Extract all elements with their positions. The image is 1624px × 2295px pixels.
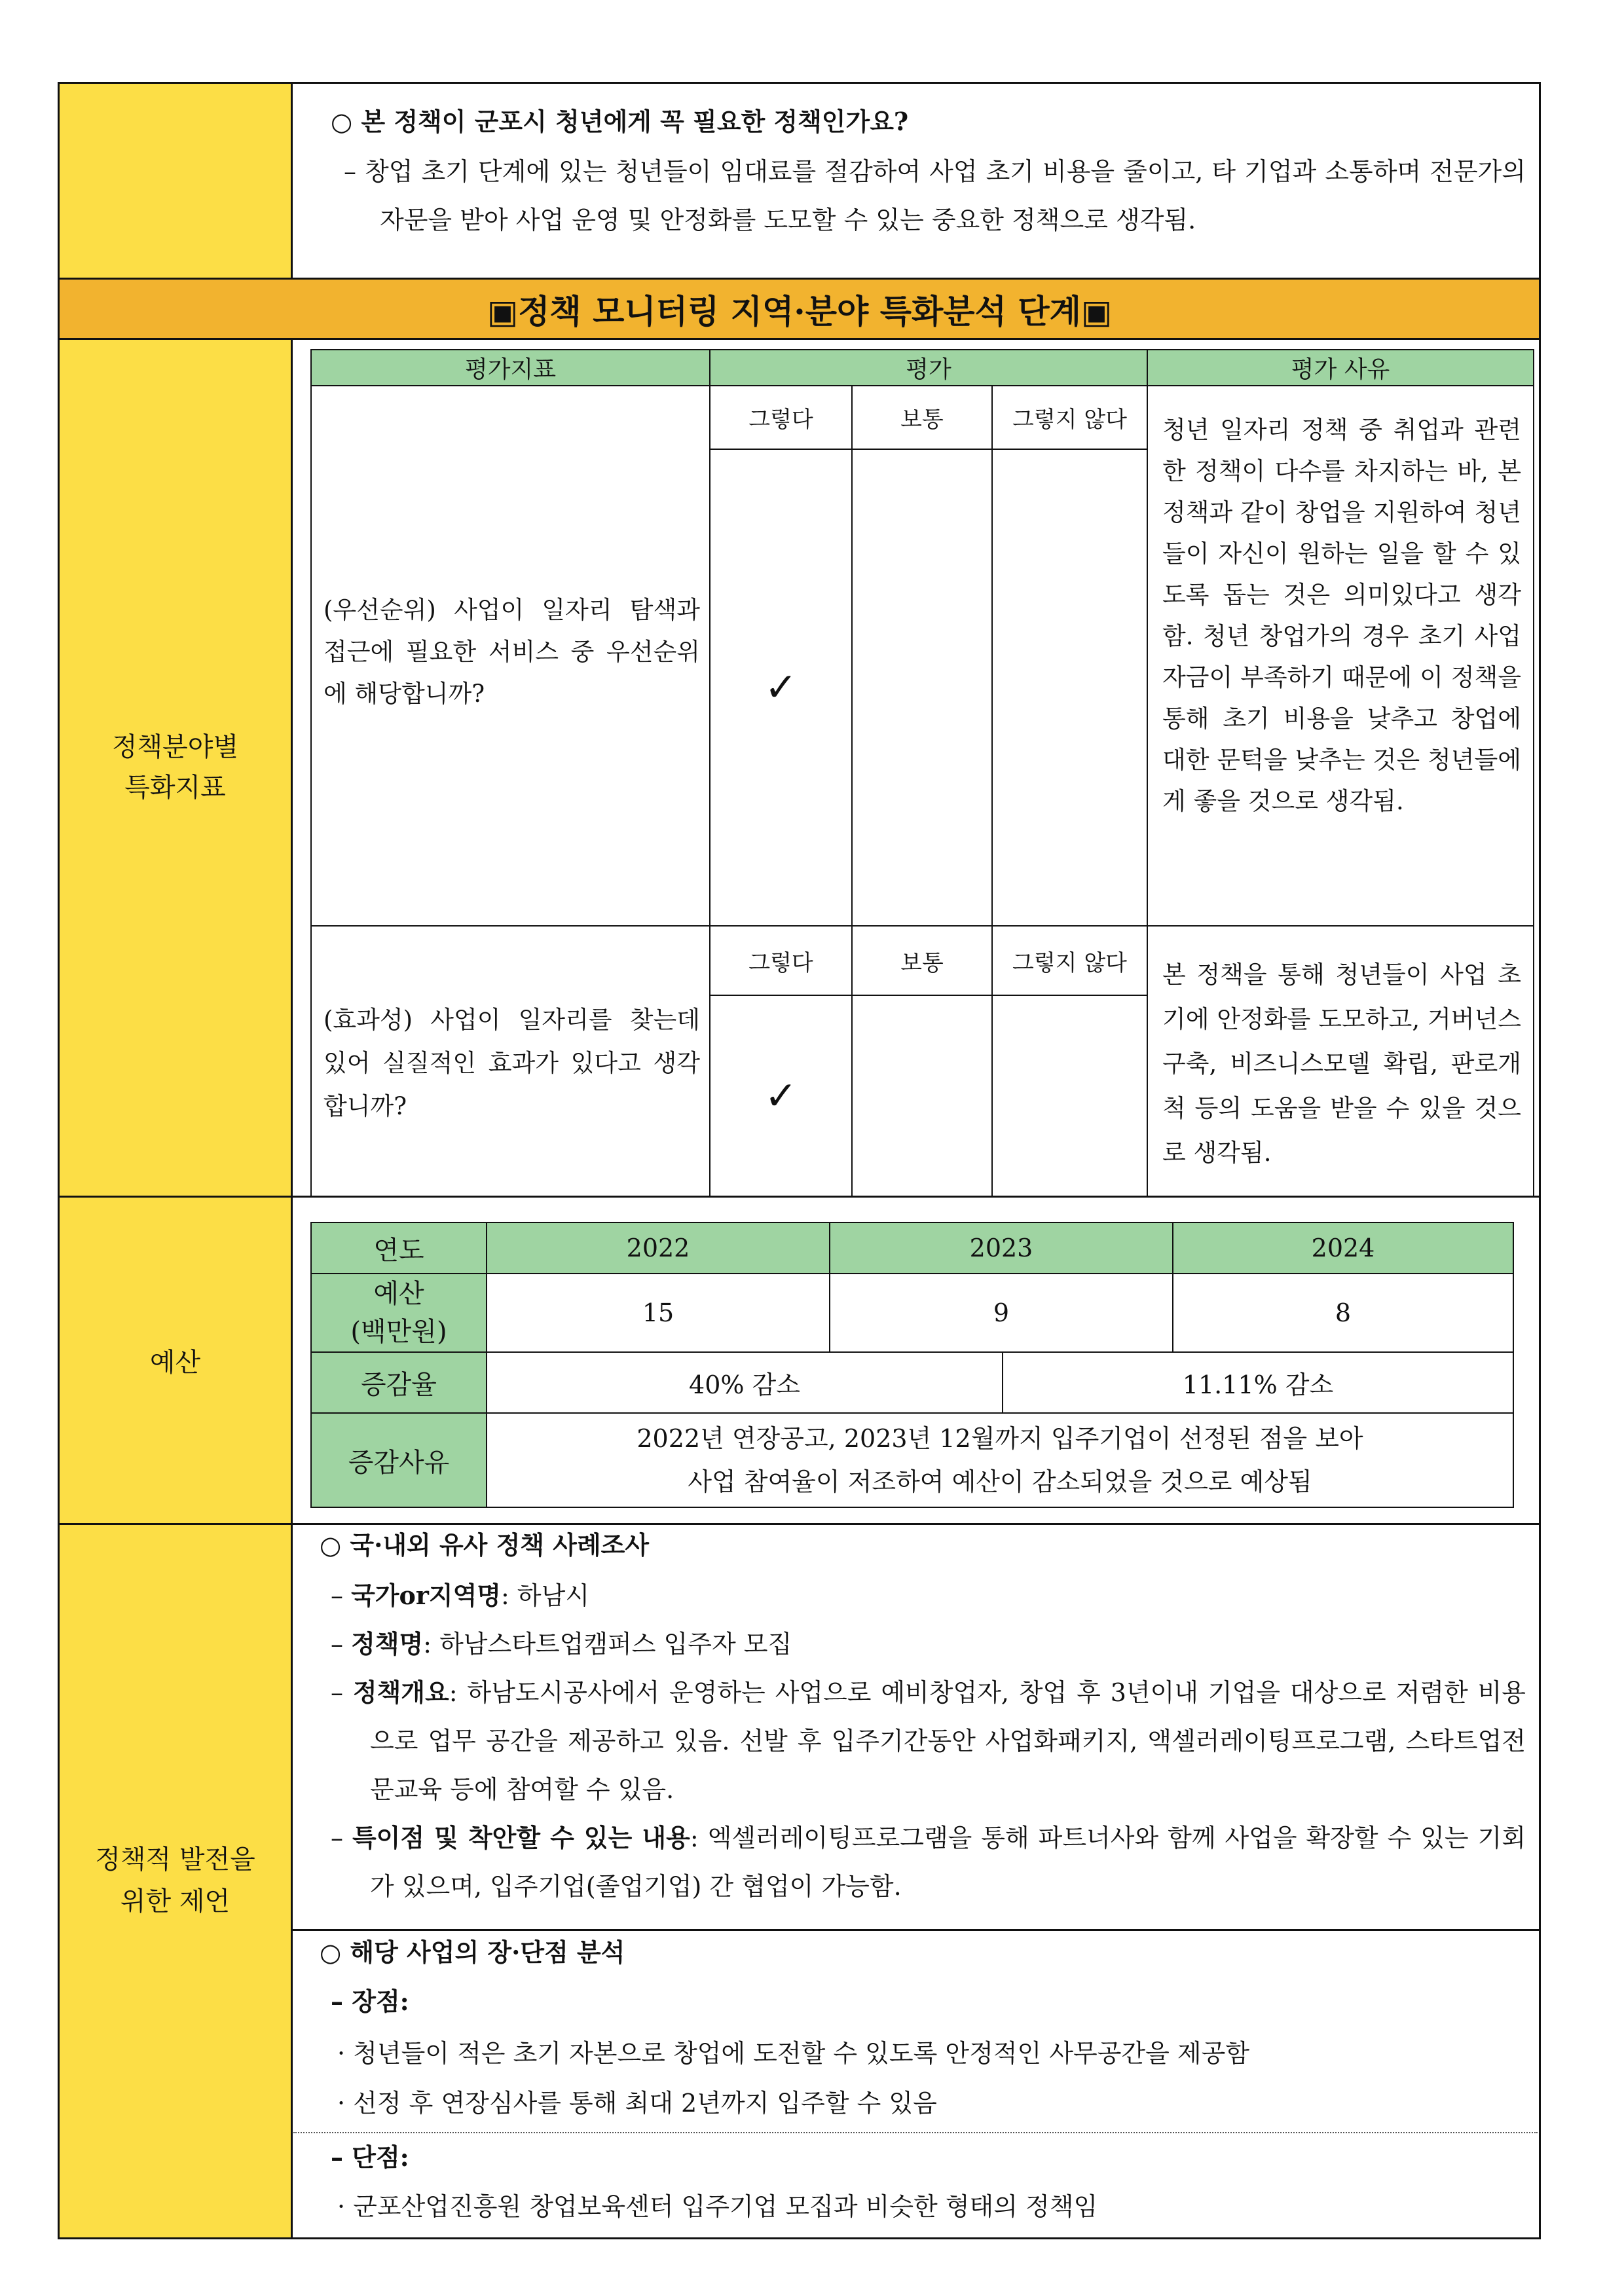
row1-reason-cell	[1147, 385, 1534, 927]
row1-option-no: 그렇지 않다	[991, 385, 1148, 450]
row1-check-no[interactable]	[991, 449, 1148, 927]
budget-label: 예산	[149, 1347, 201, 1378]
cons-title: – 단점:	[331, 2142, 409, 2172]
check-icon: ✓	[764, 1073, 798, 1119]
row2-option-neutral: 보통	[851, 925, 993, 996]
amount-label: 예산 (백만원)	[310, 1273, 487, 1353]
row2-check-yes[interactable]	[709, 995, 853, 1198]
year-2023: 2023	[829, 1222, 1173, 1274]
case-list	[331, 1571, 1526, 1911]
cons-list	[337, 2182, 1526, 2231]
row1-check-yes[interactable]	[709, 449, 853, 927]
pros-item: · 선정 후 연장심사를 통해 최대 2년까지 입주할 수 있음	[337, 2089, 937, 2118]
case-item: – 국가or지역명: 하남시	[331, 1581, 590, 1610]
header-reason: 평가 사유	[1147, 349, 1534, 386]
case-title: ○ 국·내외 유사 정책 사례조사	[320, 1530, 650, 1560]
analysis-title: ○ 해당 사업의 장·단점 분석	[320, 1937, 625, 1967]
year-2024: 2024	[1172, 1222, 1514, 1274]
row2-question-cell	[310, 925, 710, 1198]
row1-question-cell	[310, 385, 710, 927]
rate-2024: 11.11% 감소	[1002, 1351, 1514, 1414]
row1-reason: 청년 일자리 정책 중 취업과 관련한 정책이 다수를 차지하는 바, 본 정책과 같이 창업을 지원하여 청년들이 자신이 원하는 일을 할 수 있도록 돕는 것은 의미있다고 생각함. 청년 창업가의 경우 초기 사업 자금이 부족하기 때문에 이 정책을 통해 초기 비용을 낮추고 창업에 대한 문턱을 낮추는 것은 청년들에게 좋을 것으로 생각됨.	[1162, 416, 1521, 815]
amount-2024: 8	[1172, 1273, 1514, 1353]
rate-2023: 40% 감소	[486, 1351, 1003, 1414]
case-item: – 특이점 및 착안할 수 있는 내용: 엑셀러레이팅프로그램을 통해 파트너사와 함께 사업을 확장할 수 있는 기회가 있으며, 입주기업(졸업기업) 간 협업이 가능함.	[331, 1823, 1526, 1901]
proposal-label: 정책적 발전을 위한 제언	[95, 1845, 255, 1917]
intro-question: ○ 본 정책이 군포시 청년에게 꼭 필요한 정책인가요?	[331, 107, 909, 136]
year-2022: 2022	[486, 1222, 830, 1274]
rate-label: 증감율	[310, 1351, 487, 1414]
row1-option-yes: 그렇다	[709, 385, 853, 450]
pros-list	[337, 2029, 1526, 2128]
header-indicator: 평가지표	[310, 349, 710, 386]
row1-question: (우선순위) 사업이 일자리 탐색과 접근에 필요한 서비스 중 우선순위에 해당합니까?	[323, 596, 700, 708]
check-icon: ✓	[764, 665, 798, 710]
budget-reason: 2022년 연장공고, 2023년 12월까지 입주기업이 선정된 점을 보아 사업 참여율이 저조하여 예산이 감소되었을 것으로 예상됨	[486, 1412, 1514, 1508]
case-item: – 정책개요: 하남도시공사에서 운영하는 사업으로 예비창업자, 창업 후 3년이내 기업을 대상으로 저렴한 비용으로 업무 공간을 제공하고 있음. 선발 후 입주기간동안 사업화패키지, 액셀러레이팅프로그램, 스타트업전문교육 등에 참여할 수 있음.	[331, 1678, 1526, 1804]
amount-2022: 15	[486, 1273, 830, 1353]
pros-title: – 장점:	[331, 1987, 409, 2016]
row2-reason-cell	[1147, 925, 1534, 1198]
section-header: ▣정책 모니터링 지역·분야 특화분석 단계▣	[487, 292, 1113, 331]
indicator-label: 정책분야별 특화지표	[111, 732, 239, 803]
amount-2023: 9	[829, 1273, 1173, 1353]
header-evaluation: 평가	[709, 349, 1148, 386]
row2-option-no: 그렇지 않다	[991, 925, 1148, 996]
row1-option-neutral: 보통	[851, 385, 993, 450]
row2-option-yes: 그렇다	[709, 925, 853, 996]
row2-check-neutral[interactable]	[851, 995, 993, 1198]
cons-item: · 군포산업진흥원 창업보육센터 입주기업 모집과 비슷한 형태의 정책임	[337, 2192, 1098, 2221]
row2-reason: 본 정책을 통해 청년들이 사업 초기에 안정화를 도모하고, 거버넌스 구축, 비즈니스모델 확립, 판로개척 등의 도움을 받을 수 있을 것으로 생각됨.	[1162, 961, 1521, 1167]
case-item: – 정책명: 하남스타트업캠퍼스 입주자 모집	[331, 1629, 792, 1659]
row2-check-no[interactable]	[991, 995, 1148, 1198]
pros-cons-divider	[293, 2132, 1538, 2133]
row2-question: (효과성) 사업이 일자리를 찾는데 있어 실질적인 효과가 있다고 생각합니까?	[323, 1006, 700, 1120]
reason-label: 증감사유	[310, 1412, 487, 1508]
intro-answer: – 창업 초기 단계에 있는 청년들이 임대료를 절감하여 사업 초기 비용을 줄이고, 타 기업과 소통하며 전문가의 자문을 받아 사업 운영 및 안정화를 도모할 수 있는 중요한 정책으로 생각됨.	[344, 157, 1526, 234]
year-label: 연도	[310, 1222, 487, 1274]
pros-item: · 청년들이 적은 초기 자본으로 창업에 도전할 수 있도록 안정적인 사무공간을 제공함	[337, 2039, 1250, 2068]
row1-check-neutral[interactable]	[851, 449, 993, 927]
